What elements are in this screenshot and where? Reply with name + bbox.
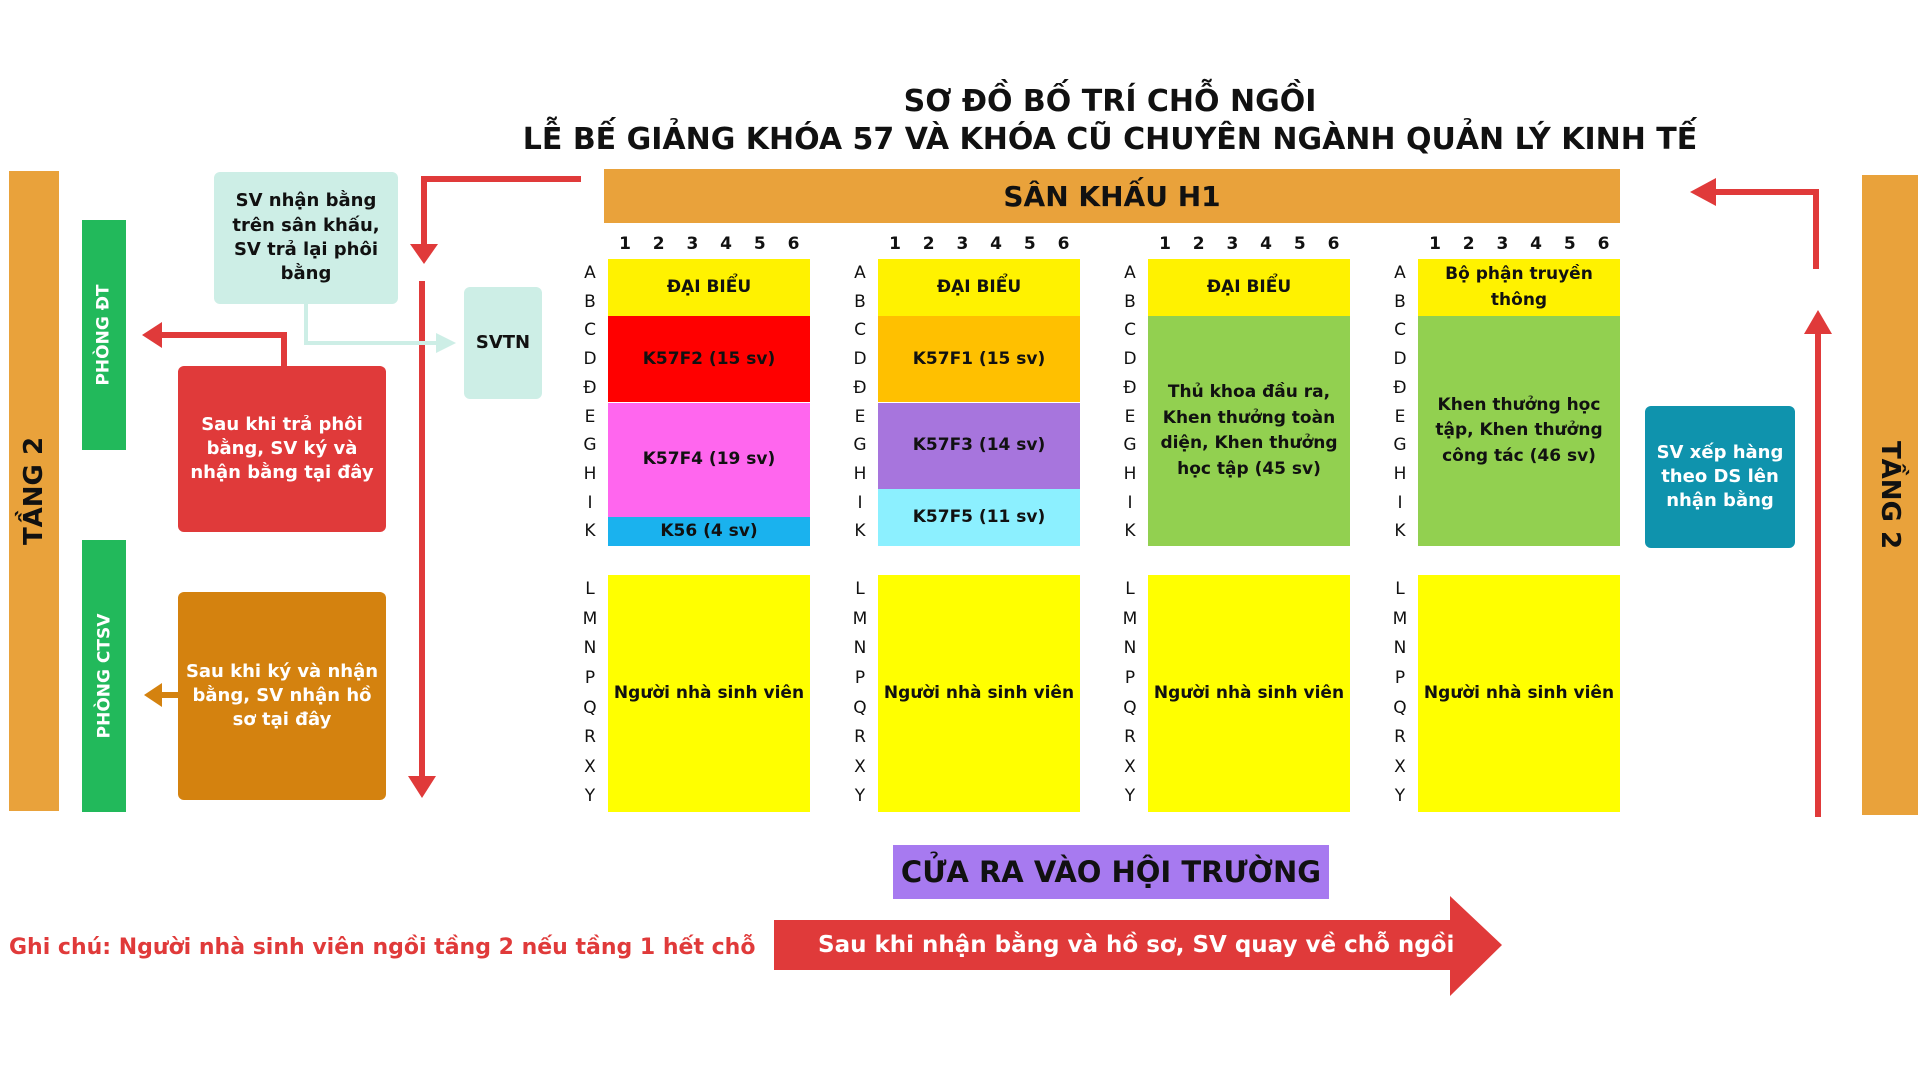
arrow-stage-to-receive (424, 179, 578, 248)
arrowhead-down-2 (408, 776, 436, 798)
row-label: C (584, 320, 596, 341)
row-label: Đ (853, 377, 867, 398)
row-label: P (584, 667, 596, 688)
row-label: I (1397, 492, 1403, 513)
row-label: E (584, 406, 596, 427)
row-label: N (853, 638, 867, 659)
row-label: R (854, 727, 866, 748)
arrow-sign-to-dt (152, 335, 284, 366)
row-label: M (582, 608, 598, 629)
row-label: M (1392, 608, 1408, 629)
seat-group: K57F1 (15 sv) (878, 316, 1080, 402)
column-number: 5 (1293, 234, 1306, 254)
phong-ctsv-label: PHÒNG CTSV (94, 613, 114, 739)
column-number: 4 (990, 234, 1003, 254)
row-label: Y (1394, 786, 1406, 807)
row-label: G (583, 435, 597, 456)
row-label: L (855, 579, 865, 599)
row-label: R (1124, 727, 1136, 748)
family-seats: Người nhà sinh viên (878, 575, 1080, 812)
seat-group: K57F4 (19 sv) (608, 403, 810, 518)
row-label: X (584, 756, 596, 777)
row-label: K (584, 521, 596, 542)
stage: SÂN KHẤU H1 (604, 169, 1620, 223)
row-label: B (584, 291, 596, 312)
column-number: 2 (652, 234, 665, 254)
column-number: 2 (1192, 234, 1205, 254)
hall-door: CỬA RA VÀO HỘI TRƯỜNG (893, 845, 1329, 899)
seat-group: K57F2 (15 sv) (608, 316, 810, 402)
row-label: C (854, 320, 866, 341)
row-label: B (1394, 291, 1406, 312)
row-label: Q (583, 697, 597, 718)
row-label: I (857, 492, 863, 513)
note: Ghi chú: Người nhà sinh viên ngồi tầng 2 nếu tầng 1 hết chỗ (9, 935, 756, 960)
row-label: Q (1393, 697, 1407, 718)
arrowhead-to-stage (1690, 178, 1716, 206)
row-label: N (583, 638, 597, 659)
column-number: 6 (1327, 234, 1340, 254)
row-label: I (1127, 492, 1133, 513)
row-label: L (1125, 579, 1135, 599)
row-label: E (854, 406, 866, 427)
row-label: A (1394, 263, 1406, 283)
seat-group: ĐẠI BIỂU (878, 259, 1080, 316)
column-number: 6 (1057, 234, 1070, 254)
row-label: L (1395, 579, 1405, 599)
column-number: 5 (1023, 234, 1036, 254)
seat-group: Thủ khoa đầu ra, Khen thưởng toàn diện, Khen thưởng học tập (45 sv) (1148, 316, 1350, 546)
row-label: D (583, 349, 597, 370)
seat-group: Khen thưởng học tập, Khen thưởng công tác (46 sv) (1418, 316, 1620, 546)
row-label: K (1124, 521, 1136, 542)
row-label: D (853, 349, 867, 370)
row-label: M (852, 608, 868, 629)
row-label: Q (853, 697, 867, 718)
row-label: X (854, 756, 866, 777)
row-label: A (854, 263, 866, 283)
row-label: A (584, 263, 596, 283)
column-number: 3 (686, 234, 699, 254)
row-label: H (1393, 463, 1407, 484)
row-label: N (1123, 638, 1137, 659)
row-label: B (854, 291, 866, 312)
receive-box: SV nhận bằng trên sân khấu, SV trả lại phôi bằng (214, 172, 398, 304)
column-number: 6 (1597, 234, 1610, 254)
column-number: 5 (753, 234, 766, 254)
row-label: G (1393, 435, 1407, 456)
row-label: D (1123, 349, 1137, 370)
family-seats: Người nhà sinh viên (1148, 575, 1350, 812)
row-label: K (854, 521, 866, 542)
row-label: K (1394, 521, 1406, 542)
arrowhead-right-up (1804, 310, 1832, 334)
family-seats: Người nhà sinh viên (1418, 575, 1620, 812)
row-label: P (854, 667, 866, 688)
arrowhead-to-dt (142, 322, 162, 348)
svtn-box: SVTN (464, 287, 542, 399)
row-label: P (1124, 667, 1136, 688)
row-label: I (587, 492, 593, 513)
row-label: H (1123, 463, 1137, 484)
title-line-2: LỄ BẾ GIẢNG KHÓA 57 VÀ KHÓA CŨ CHUYÊN NGÀNH QUẢN LÝ KINH TẾ (522, 122, 1698, 157)
row-label: Q (1123, 697, 1137, 718)
floor-left-label: TẦNG 2 (19, 436, 50, 546)
arrowhead-to-svtn (436, 333, 456, 353)
seat-group: K57F3 (14 sv) (878, 403, 1080, 489)
arrowhead-to-ctsv (144, 683, 162, 707)
row-label: R (584, 727, 596, 748)
column-number: 3 (1496, 234, 1509, 254)
arrowhead-down-1 (410, 244, 438, 264)
column-number: 2 (1462, 234, 1475, 254)
row-label: E (1394, 406, 1406, 427)
row-label: H (853, 463, 867, 484)
row-label: G (853, 435, 867, 456)
row-label: Y (1124, 786, 1136, 807)
row-label: N (1393, 638, 1407, 659)
column-number: 1 (619, 234, 631, 254)
column-number: 1 (1429, 234, 1441, 254)
row-label: C (1394, 320, 1406, 341)
column-number: 2 (922, 234, 935, 254)
row-label: Đ (583, 377, 597, 398)
row-label: M (1122, 608, 1138, 629)
family-seats: Người nhà sinh viên (608, 575, 810, 812)
row-label: P (1394, 667, 1406, 688)
row-label: Đ (1393, 377, 1407, 398)
seat-group: ĐẠI BIỂU (1148, 259, 1350, 316)
row-label: A (1124, 263, 1136, 283)
column-number: 6 (787, 234, 800, 254)
sign-box: Sau khi trả phôi bằng, SV ký và nhận bằng tại đây (178, 366, 386, 532)
row-label: R (1394, 727, 1406, 748)
column-number: 4 (1260, 234, 1273, 254)
row-label: C (1124, 320, 1136, 341)
column-number: 3 (956, 234, 969, 254)
column-number: 4 (1530, 234, 1543, 254)
row-label: X (1394, 756, 1406, 777)
row-label: B (1124, 291, 1136, 312)
arrow-right-to-stage (1712, 192, 1816, 266)
row-label: E (1124, 406, 1136, 427)
seat-group: Bộ phận truyền thông (1418, 259, 1620, 316)
row-label: Y (854, 786, 866, 807)
column-number: 1 (889, 234, 901, 254)
queue-box: SV xếp hàng theo DS lên nhận bằng (1645, 406, 1795, 548)
row-label: L (585, 579, 595, 599)
column-number: 4 (720, 234, 733, 254)
file-box: Sau khi ký và nhận bằng, SV nhận hồ sơ tại đây (178, 592, 386, 800)
column-number: 5 (1563, 234, 1576, 254)
column-number: 3 (1226, 234, 1239, 254)
row-label: D (1393, 349, 1407, 370)
title-line-1: SƠ ĐỒ BỐ TRÍ CHỖ NGỒI (903, 84, 1317, 119)
floor-right-label: TẦNG 2 (1875, 440, 1906, 550)
row-label: X (1124, 756, 1136, 777)
row-label: Y (584, 786, 596, 807)
column-number: 1 (1159, 234, 1171, 254)
seat-group: K56 (4 sv) (608, 517, 810, 546)
row-label: H (583, 463, 597, 484)
row-label: Đ (1123, 377, 1137, 398)
seat-group: ĐẠI BIỂU (608, 259, 810, 316)
phong-dt-label: PHÒNG ĐT (94, 284, 114, 386)
seat-group: K57F5 (11 sv) (878, 489, 1080, 546)
return-arrow-label: Sau khi nhận bằng và hồ sơ, SV quay về chỗ ngồi (818, 932, 1455, 958)
row-label: G (1123, 435, 1137, 456)
